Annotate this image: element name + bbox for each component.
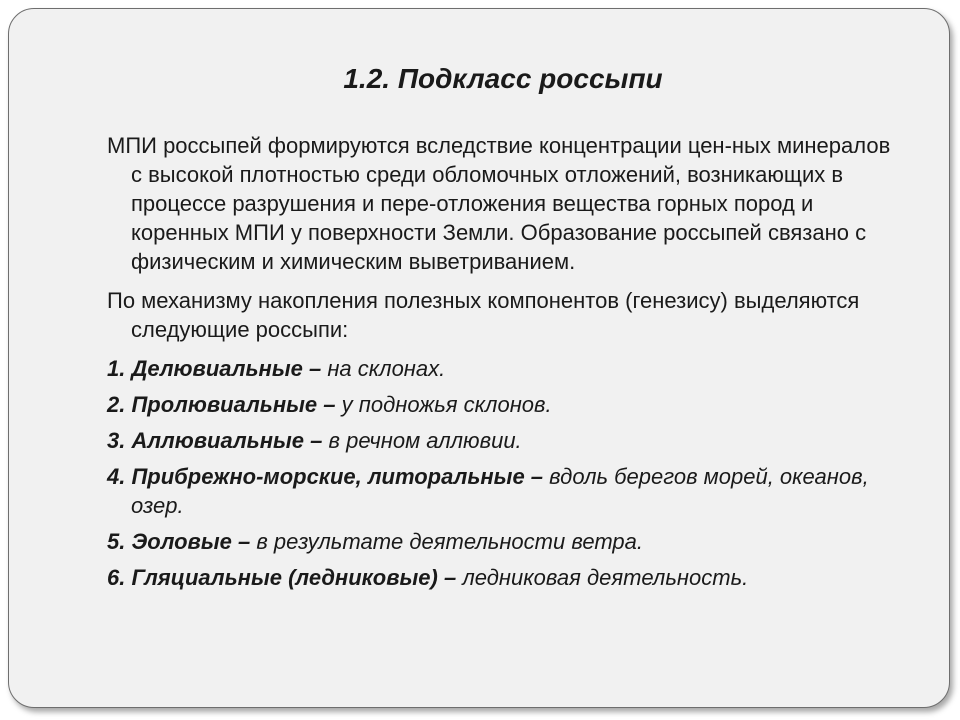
paragraph-genesis: По механизму накопления полезных компонентов (генезису) выделяются следующие россыпи: (107, 288, 860, 342)
list-item-desc: на склонах. (321, 356, 446, 381)
list-item-term: 3. Аллювиальные – (107, 428, 323, 453)
list-item-glacial (107, 563, 897, 592)
slide-frame (8, 8, 950, 708)
slide-title: 1.2. Подкласс россыпи (343, 63, 663, 94)
list-item-proluvial (107, 390, 897, 419)
list-item-alluvial (107, 426, 897, 455)
list-item-term: 4. Прибрежно-морские, литоральные – (107, 464, 544, 489)
list-item-deluvial (107, 354, 897, 383)
list-item-desc: ледниковая деятельность. (456, 565, 749, 590)
list-item-term: 5. Эоловые – (107, 529, 251, 554)
list-item-desc: вдоль берегов морей, океанов, озер. (131, 464, 869, 518)
slide-body (107, 131, 897, 599)
list-item-term: 2. Пролювиальные – (107, 392, 336, 417)
list-item-littoral (107, 462, 897, 520)
list-item-desc: в речном аллювии. (322, 428, 522, 453)
list-item-term: 1. Делювиальные – (107, 356, 322, 381)
list-item-desc: в результате деятельности ветра. (250, 529, 643, 554)
paragraph-intro: МПИ россыпей формируются вследствие концентрации цен-ных минералов с высокой плотностью среди обломочных отложений, возникающих в процессе разрушения и пере-отложения вещества горных пород и коренных МПИ у поверхности Земли. Образование россыпей связано с физическим и химическим выветриванием. (107, 133, 891, 274)
list-item-term: 6. Гляциальные (ледниковые) – (107, 565, 457, 590)
list-item-desc: у подножья склонов. (335, 392, 552, 417)
list-item-aeolian (107, 527, 897, 556)
